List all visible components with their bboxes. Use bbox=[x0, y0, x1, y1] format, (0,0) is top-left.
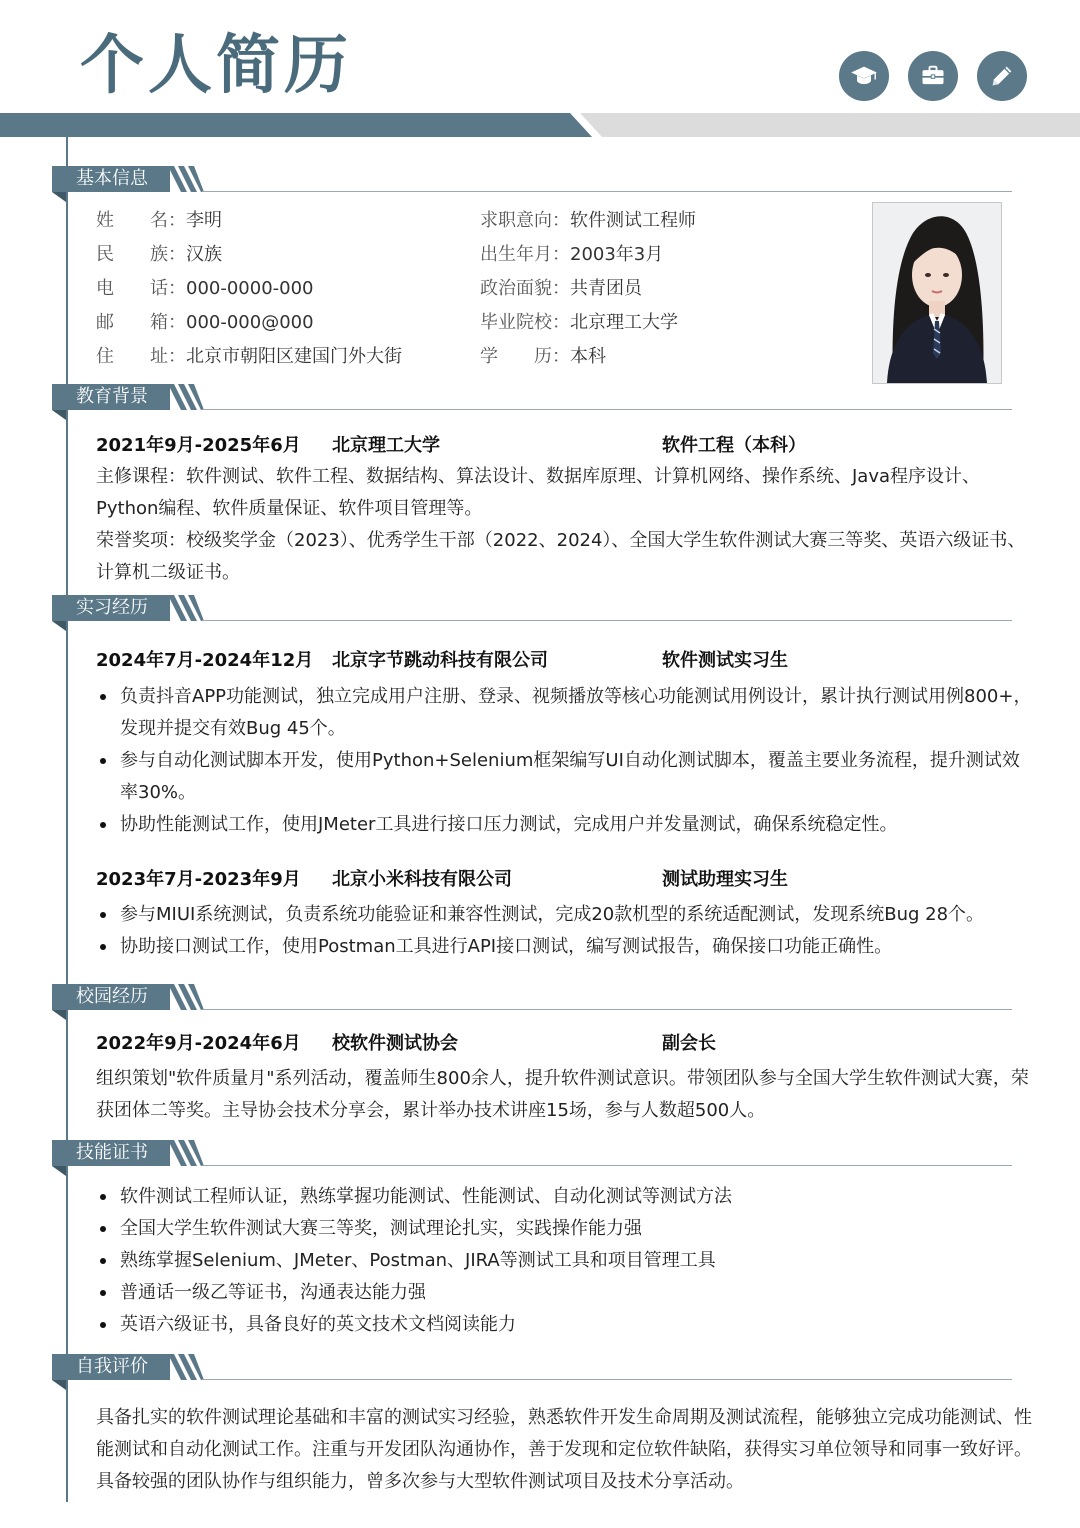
campus-date: 2022年9月-2024年6月 bbox=[96, 1033, 301, 1054]
list-item: 协助性能测试工作，使用JMeter工具进行接口压力测试，完成用户并发量测试，确保系统稳定性。 bbox=[96, 809, 1036, 841]
list-item: 普通话一级乙等证书，沟通表达能力强 bbox=[96, 1277, 1036, 1309]
skills-list bbox=[96, 1181, 1036, 1341]
internship-company: 北京字节跳动科技有限公司 bbox=[332, 650, 548, 671]
stripes-decoration bbox=[168, 1140, 204, 1166]
internship-date: 2024年7月-2024年12月 bbox=[96, 650, 314, 671]
education-date: 2021年9月-2025年6月 bbox=[96, 435, 301, 456]
internship-bullets bbox=[96, 899, 1036, 963]
briefcase-icon bbox=[908, 51, 958, 101]
basic-left-col: 姓 名：李明 民 族：汉族 电 话：000-0000-000 邮 箱：000-000@000 住 址：北京市朝阳区建国门外大街 bbox=[96, 210, 402, 367]
self-evaluation: 具备扎实的软件测试理论基础和丰富的测试实习经验，熟悉软件开发生命周期及测试流程，能够独立完成功能测试、性能测试和自动化测试工作。注重与开发团队沟通协作，善于发现和定位软件缺陷，获得实习单位领导和同事一致好评。具备较强的团队协作与组织能力，曾多次参与大型软件测试项目及技术分享活动。 bbox=[96, 1407, 1032, 1492]
campus-desc: 组织策划"软件质量月"系列活动，覆盖师生800余人，提升软件测试意识。带领团队参与全国大学生软件测试大赛，荣获团体二等奖。主导协会技术分享会，累计举办技术讲座15场，参与人数超500人。 bbox=[96, 1068, 1029, 1121]
list-item: 协助接口测试工作，使用Postman工具进行API接口测试，编写测试报告，确保接口功能正确性。 bbox=[96, 931, 1036, 963]
list-item: 参与自动化测试脚本开发，使用Python+Selenium框架编写UI自动化测试脚本，覆盖主要业务流程，提升测试效率30%。 bbox=[96, 745, 1036, 809]
education-major: 软件工程（本科） bbox=[662, 435, 806, 456]
section-title: 校园经历 bbox=[52, 984, 170, 1010]
list-item: 负责抖音APP功能测试，独立完成用户注册、登录、视频播放等核心功能测试用例设计，累计执行测试用例800+，发现并提交有效Bug 45个。 bbox=[96, 681, 1036, 745]
section-header-campus bbox=[52, 984, 1012, 1010]
section-header-self bbox=[52, 1354, 1012, 1380]
section-title: 基本信息 bbox=[52, 166, 170, 192]
list-item: 软件测试工程师认证，熟练掌握功能测试、性能测试、自动化测试等测试方法 bbox=[96, 1181, 1036, 1213]
header-band-light bbox=[580, 113, 1080, 137]
timeline-line bbox=[66, 137, 68, 1502]
list-item: 熟练掌握Selenium、JMeter、Postman、JIRA等测试工具和项目管理工具 bbox=[96, 1245, 1036, 1277]
profile-photo bbox=[872, 202, 1002, 384]
internship-date: 2023年7月-2023年9月 bbox=[96, 869, 301, 890]
section-title: 教育背景 bbox=[52, 384, 170, 410]
list-item: 英语六级证书，具备良好的英文技术文档阅读能力 bbox=[96, 1309, 1036, 1341]
list-item: 全国大学生软件测试大赛三等奖，测试理论扎实，实践操作能力强 bbox=[96, 1213, 1036, 1245]
list-item: 参与MIUI系统测试，负责系统功能验证和兼容性测试，完成20款机型的系统适配测试，发现系统Bug 28个。 bbox=[96, 899, 1036, 931]
header-band-dark bbox=[0, 113, 592, 137]
stripes-decoration bbox=[168, 384, 204, 410]
internship-role: 测试助理实习生 bbox=[662, 869, 788, 890]
section-header-education bbox=[52, 384, 1012, 410]
internship-company: 北京小米科技有限公司 bbox=[332, 869, 512, 890]
education-courses: 主修课程：软件测试、软件工程、数据结构、算法设计、数据库原理、计算机网络、操作系统、Java程序设计、Python编程、软件质量保证、软件项目管理等。 bbox=[96, 466, 981, 519]
campus-org: 校软件测试协会 bbox=[332, 1033, 458, 1054]
section-header-skills bbox=[52, 1140, 1012, 1166]
graduation-cap-icon bbox=[839, 51, 889, 101]
section-header-basic bbox=[52, 166, 1012, 192]
internship-bullets bbox=[96, 681, 1036, 841]
internship-role: 软件测试实习生 bbox=[662, 650, 788, 671]
stripes-decoration bbox=[168, 984, 204, 1010]
section-title: 自我评价 bbox=[52, 1354, 170, 1380]
education-school: 北京理工大学 bbox=[332, 435, 440, 456]
pencil-icon bbox=[977, 51, 1027, 101]
stripes-decoration bbox=[168, 166, 204, 192]
stripes-decoration bbox=[168, 1354, 204, 1380]
section-title: 技能证书 bbox=[52, 1140, 170, 1166]
stripes-decoration bbox=[168, 595, 204, 621]
campus-role: 副会长 bbox=[662, 1033, 716, 1054]
section-header-internship bbox=[52, 595, 1012, 621]
page-title: 个人简历 bbox=[80, 29, 352, 103]
basic-right-col: 求职意向：软件测试工程师 出生年月：2003年3月 政治面貌：共青团员 毕业院校：北京理工大学 学 历：本科 bbox=[480, 210, 696, 367]
education-honors: 荣誉奖项：校级奖学金（2023）、优秀学生干部（2022、2024）、全国大学生软件测试大赛三等奖、英语六级证书、计算机二级证书。 bbox=[96, 530, 1026, 583]
section-title: 实习经历 bbox=[52, 595, 170, 621]
